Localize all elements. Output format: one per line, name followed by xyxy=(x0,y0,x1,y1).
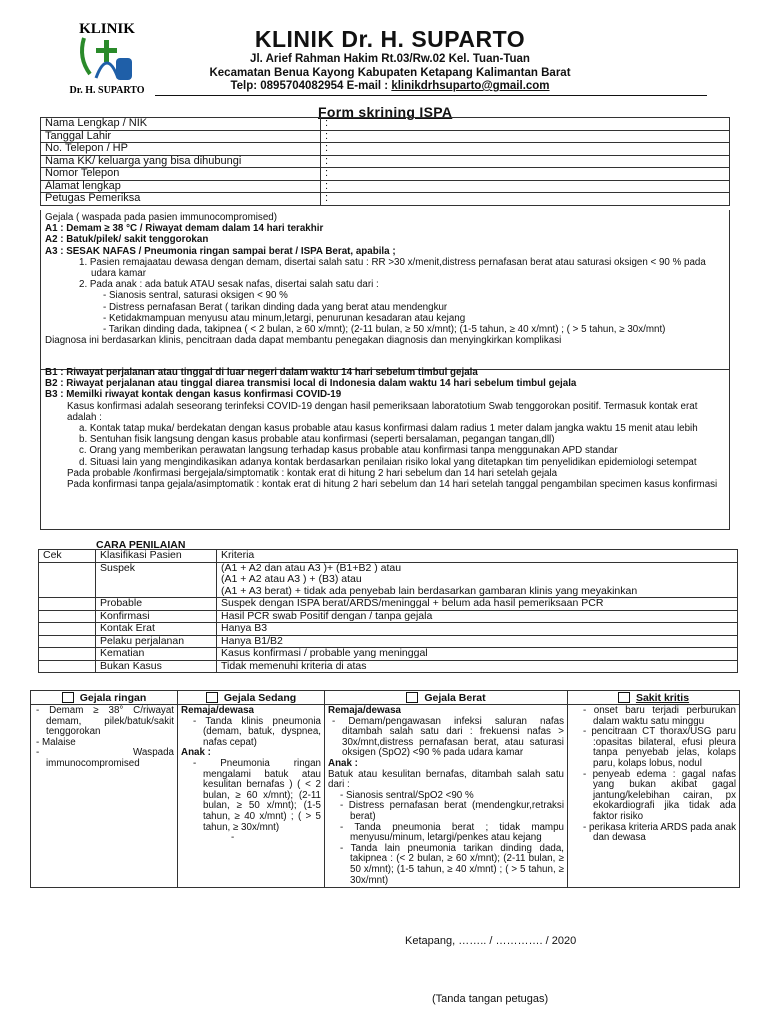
child-sign-item: - Distress pernafasan Berat ( tarikan dinding dada yang berat atau mendengkur xyxy=(103,301,448,313)
header-divider xyxy=(155,95,707,96)
severe-child-item: - Tanda lain pneumonia tarikan dinding dada, takipnea : (< 2 bulan, ≥ 60 x/mnt); (2-11 bulan, ≥ 50 x/mnt); (1-5 tahun, ≥ 40 x/mnt) ; ( > 5 tahun, ≥ 30x/mnt) xyxy=(340,842,565,886)
criteria-cell xyxy=(217,648,738,661)
severe-child-intro: Batuk atau kesulitan bernafas, ditambah salah satu dari : xyxy=(328,768,564,791)
symptom-section xyxy=(40,210,730,370)
clinic-name: KLINIK Dr. H. SUPARTO xyxy=(254,26,526,52)
severe-child-text: Tanda lain pneumonia tarikan dinding dada, takipnea : (< 2 bulan, ≥ 60 x/mnt); (2-11 bulan, ≥ 50 x/mnt); (1-5 tahun, ≥ 40 x/mnt) ; ( > 5 tahun, ≥ 30x/mnt) xyxy=(350,842,565,886)
classification-cell: Probable xyxy=(96,598,217,611)
probable-note: Pada probable /konfirmasi bergejala/simptomatik : kontak erat di hitung 2 hari sebelum dan 14 hari setelah gejala xyxy=(67,467,558,479)
identity-value-field[interactable]: : xyxy=(321,168,730,181)
diagnosis-note: Diagnosa ini berdasarkan klinis, pencitraan dada dapat membantu penegakan diagnosis dan menyingkirkan komplikasi xyxy=(45,335,562,347)
identity-value-field[interactable]: : xyxy=(321,180,730,193)
moderate-child-item: - Pneumonia ringan mengalami batuk atau kesulitan bernafas ) ( < 2 bulan, ≥ 60 x/mnt); (2-11 bulan, ≥ 50 x/mnt); (1-5 tahun, ≥ 40 x/mnt) ; ( > 5 tahun, ≥ 30x/mnt) xyxy=(193,757,321,833)
criteria-cell xyxy=(217,623,738,636)
critical-text: penyeab edema : gagal nafas yang bukan akibat gagal jantung/kelebihan cairan, px ekokardiografi jika tidak ada faktor risiko xyxy=(592,768,737,822)
severe-adult-item: - Demam/pengawasan infeksi saluran nafas ditambah salah satu dari : frekuensi nafas > 30x/mnt,distress pernafasan berat, atau saturasi oksigen (SpO2) <90 % pada udara kamar xyxy=(332,715,564,759)
check-cell[interactable] xyxy=(39,635,96,648)
criterion-b1: B1 : Riwayat perjalanan atau tinggal di luar negeri dalam waktu 14 hari sebelum timbul gejala xyxy=(45,367,478,378)
identity-row xyxy=(41,155,730,168)
criterion-a1: A1 : Demam ≥ 38 °C / Riwayat demam dalam 14 hari terakhir xyxy=(45,223,324,235)
close-contact-item: d. Situasi lain yang mengindikasikan adanya kontak berdasarkan penilaian risiko lokal yang ditetapkan tim penyelidikan epidemiologi setempat xyxy=(79,456,697,468)
identity-table xyxy=(40,117,730,206)
critical-cell xyxy=(568,705,740,888)
classification-cell: Pelaku perjalanan xyxy=(96,635,217,648)
mild-cell xyxy=(31,705,178,888)
critical-text: pencitraan CT thorax/USG paru :opasitas bilateral, efusi pleura tanpa penyebab jelas, kolaps paru, kolaps lobus, nodul xyxy=(591,726,736,769)
identity-row xyxy=(41,130,730,143)
close-contact-item: a. Kontak tatap muka/ berdekatan dengan kasus probable atau kasus konfirmasi dalam radius 1 meter dalam jangka waktu 15 menit atau lebih xyxy=(79,423,698,435)
scoring-table xyxy=(38,549,738,673)
header-classification: Klasifikasi Pasien xyxy=(96,550,217,563)
child-sign-item: - Ketidakmampuan menyusu atau minum,letargi, penurunan kesadaran atau kejang xyxy=(103,312,466,324)
severe-checkbox[interactable] xyxy=(406,692,418,703)
close-contact-item: c. Orang yang memberikan perawatan langsung terhadap kasus probable atau konfirmasi tanpa menggunakan APD standar xyxy=(79,445,618,457)
check-cell[interactable] xyxy=(39,660,96,673)
moderate-trailing-dash: - xyxy=(231,832,235,844)
moderate-header: Gejala Sedang xyxy=(178,691,325,705)
severe-header: Gejala Berat xyxy=(325,691,568,705)
identity-row xyxy=(41,193,730,206)
phone-text: Telp: 0895704082954 E-mail : xyxy=(230,80,392,92)
classification-cell: Kontak Erat xyxy=(96,623,217,636)
identity-row xyxy=(41,168,730,181)
severe-child-text: Distress pernafasan berat (mendengkur,retraksi berat) xyxy=(348,800,565,822)
classification-cell: Suspek xyxy=(96,562,217,598)
scoring-header-row xyxy=(39,550,738,563)
critical-item: - penyeab edema : gagal nafas yang bukan akibat gagal jantung/kelebihan cairan, px ekokardiografi jika tidak ada faktor risiko xyxy=(583,768,737,822)
identity-label: Nomor Telepon xyxy=(41,168,321,181)
address-line-1: Jl. Arief Rahman Hakim Rt.03/Rw.02 Kel. Tuan-Tuan xyxy=(250,53,530,65)
identity-label: Nama KK/ keluarga yang bisa dihubungi xyxy=(41,155,321,168)
criterion-a3-adult: 1. Pasien remajaatau dewasa dengan demam, disertai salah satu : RR >30 x/menit,distress pernafasan berat atau saturasi oksigen < 90 % pada udara kamar xyxy=(79,256,706,280)
classification-cell: Bukan Kasus xyxy=(96,660,217,673)
clinic-logo xyxy=(66,18,148,96)
critical-checkbox[interactable] xyxy=(618,692,630,703)
criteria-cell xyxy=(217,562,738,598)
identity-label: Alamat lengkap xyxy=(41,180,321,193)
scoring-row xyxy=(39,635,738,648)
scoring-title: CARA PENILAIAN xyxy=(96,539,186,551)
epidemiology-section xyxy=(40,367,730,530)
criterion-b2: B2 : Riwayat perjalanan atau tinggal diarea transmisi local di Indonesia dalam waktu 14 hari sebelum timbul gejala xyxy=(45,378,577,390)
signature-label: (Tanda tangan petugas) xyxy=(432,993,549,1005)
severe-child-item: - Tanda pneumonia berat ; tidak mampu menyusu/minum, letargi/penkes atau kejang xyxy=(340,821,564,844)
header-criteria: Kriteria xyxy=(217,550,738,563)
mild-item: - Malaise xyxy=(36,736,76,748)
moderate-adult-title: Remaja/dewasa xyxy=(181,705,254,716)
scoring-row xyxy=(39,623,738,636)
identity-row xyxy=(41,118,730,131)
severe-child-text: Sianosis sentral/SpO2 <90 % xyxy=(345,789,474,801)
severe-child-item: - Distress pernafasan berat (mendengkur,retraksi berat) xyxy=(340,800,565,822)
criterion-b3: B3 : Memilki riwayat kontak dengan kasus konfirmasi COVID-19 xyxy=(45,389,342,401)
critical-item: - pencitraan CT thorax/USG paru :opasitas bilateral, efusi pleura tanpa penyebab jelas, kolaps paru, kolaps lobus, nodul xyxy=(583,726,736,769)
classification-cell: Kematian xyxy=(96,648,217,661)
contact-line xyxy=(160,79,620,93)
criteria-line: Hanya B3 xyxy=(221,622,268,634)
mild-checkbox[interactable] xyxy=(62,692,74,703)
criteria-cell xyxy=(217,635,738,648)
severe-cell xyxy=(325,705,568,888)
severe-child-title: Anak : xyxy=(328,757,358,769)
check-cell[interactable] xyxy=(39,610,96,623)
date-line: Ketapang, …….. / …………. / 2020 xyxy=(405,935,577,947)
critical-text: onset baru terjadi perburukan dalam waktu satu minggu xyxy=(593,705,736,727)
critical-item: - perikasa kriteria ARDS pada anak dan dewasa xyxy=(583,821,737,844)
criteria-line: (A1 + A2 atau A3 ) + (B3) atau xyxy=(221,573,362,585)
identity-value-field[interactable]: : xyxy=(321,193,730,206)
address-line-2: Kecamatan Benua Kayong Kabupaten Ketapang Kalimantan Barat xyxy=(209,67,571,79)
scoring-row xyxy=(39,562,738,598)
moderate-checkbox[interactable] xyxy=(206,692,218,703)
criteria-cell xyxy=(217,660,738,673)
critical-text: perikasa kriteria ARDS pada anak dan dewasa xyxy=(588,821,737,844)
logo-top-text: KLINIK xyxy=(79,21,135,37)
criteria-line: Suspek dengan ISPA berat/ARDS/meninggal + belum ada hasil pemeriksaan PCR xyxy=(221,597,604,609)
severe-adult-title: Remaja/dewasa xyxy=(328,705,401,716)
child-sign-item: - Tarikan dinding dada, takipnea ( < 2 bulan, ≥ 60 x/mnt); (2-11 bulan, ≥ 50 x/mnt); (1-5 tahun, ≥ 40 x/mnt) ; ( > 5 tahun, ≥ 30x/mnt) xyxy=(103,324,666,336)
close-contact-item: b. Sentuhan fisik langsung dengan kasus probable atau konfirmasi (seperti bersalaman, pegangan tangan,dll) xyxy=(79,434,555,446)
identity-value-field[interactable]: : xyxy=(321,130,730,143)
criterion-a3-child: 2. Pada anak : ada batuk ATAU sesak nafas, disertai salah satu dari : xyxy=(79,279,379,291)
criteria-line: Hanya B1/B2 xyxy=(221,634,283,647)
mild-item: - Demam ≥ 38° C/riwayat demam, pilek/batuk/sakit tenggorokan xyxy=(36,705,175,738)
moderate-child-title: Anak : xyxy=(181,747,211,759)
scoring-row xyxy=(39,598,738,611)
child-sign-item: - Sianosis sentral, saturasi oksigen < 90 % xyxy=(103,290,288,302)
critical-header: Sakit kritis xyxy=(568,691,740,705)
identity-label: Tanggal Lahir xyxy=(41,130,321,143)
criteria-line: Kasus konfirmasi / probable yang meninggal xyxy=(221,647,428,659)
critical-item: - onset baru terjadi perburukan dalam waktu satu minggu xyxy=(583,705,736,727)
mild-item: - Waspada immunocompromised xyxy=(36,747,174,769)
form-title: Form skrining ISPA xyxy=(318,104,453,120)
severity-header-row xyxy=(31,691,740,705)
severe-child-item: - Sianosis sentral/SpO2 <90 % xyxy=(340,789,474,801)
logo-bottom-text: Dr. H. SUPARTO xyxy=(69,85,145,96)
moderate-cell xyxy=(178,705,325,888)
email-link[interactable]: klinikdrhsuparto@gmail.com xyxy=(391,80,550,92)
check-cell[interactable] xyxy=(39,623,96,636)
severity-table xyxy=(30,690,740,888)
check-cell[interactable] xyxy=(39,562,96,598)
logo-emblem-icon xyxy=(66,18,148,96)
identity-value-field[interactable]: : xyxy=(321,118,730,131)
header-cek: Cek xyxy=(39,550,96,563)
check-cell[interactable] xyxy=(39,598,96,611)
identity-value-field[interactable]: : xyxy=(321,155,730,168)
confirmed-case-definition: Kasus konfirmasi adalah seseorang terinfeksi COVID-19 dengan hasil pemeriksaan laboratotium Swab tenggorokan positif. Termasuk kontak erat adalah : xyxy=(67,400,698,423)
criteria-line: Hasil PCR swab Positif dengan / tanpa gejala xyxy=(221,609,433,622)
criteria-line: (A1 + A2 dan atau A3 )+ (B1+B2 ) atau xyxy=(221,561,402,574)
symptom-heading: Gejala ( waspada pada pasien immunocompromised) xyxy=(45,212,277,223)
identity-value-field[interactable]: : xyxy=(321,143,730,156)
asymptomatic-note: Pada konfirmasi tanpa gejala/asimptomatik : kontak erat di hitung 2 hari sebelum dan 14 hari setelah tanggal pengambilan specimen kasus konfirmasi xyxy=(67,479,718,491)
classification-cell: Konfirmasi xyxy=(96,610,217,623)
identity-label: Nama Lengkap / NIK xyxy=(41,118,321,131)
scoring-row xyxy=(39,610,738,623)
check-cell[interactable] xyxy=(39,648,96,661)
scoring-row xyxy=(39,648,738,661)
criteria-cell xyxy=(217,598,738,611)
scoring-row xyxy=(39,660,738,673)
criteria-line: Tidak memenuhi kriteria di atas xyxy=(221,659,367,672)
criterion-a2: A2 : Batuk/pilek/ sakit tenggorokan xyxy=(45,234,209,246)
identity-label: No. Telepon / HP xyxy=(41,143,321,156)
moderate-adult-item: - Tanda klinis pneumonia (demam, batuk, dyspnea, nafas cepat) xyxy=(193,715,321,748)
mild-header: Gejala ringan xyxy=(31,691,178,705)
criteria-cell xyxy=(217,610,738,623)
identity-row xyxy=(41,180,730,193)
identity-row xyxy=(41,143,730,156)
criterion-a3: A3 : SESAK NAFAS / Pneumonia ringan sampai berat / ISPA Berat, apabila ; xyxy=(45,245,396,257)
identity-label: Petugas Pemeriksa xyxy=(41,193,321,206)
criteria-line: (A1 + A3 berat) + tidak ada penyebab lain berdasarkan gambaran klinis yang meyakinkan xyxy=(221,584,638,597)
severity-content-row xyxy=(31,705,740,888)
severe-child-text: Tanda pneumonia berat ; tidak mampu menyusu/minum, letargi/penkes atau kejang xyxy=(350,821,564,844)
